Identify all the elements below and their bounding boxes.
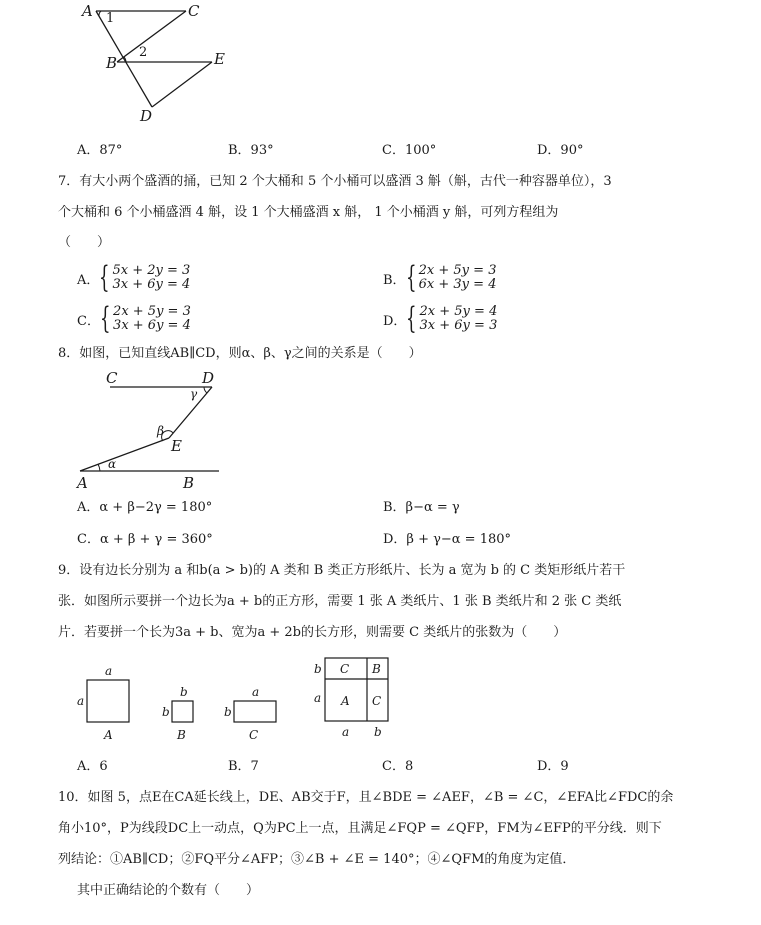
q8-angle-gamma-arc (204, 387, 207, 393)
q8-option-c[interactable]: C．α + β + γ = 360° (77, 532, 213, 547)
q9-option-b[interactable]: B．7 (228, 759, 259, 774)
q7-option-c-eq1: 2x + 5y = 3 (113, 304, 191, 319)
q8-line-ea (80, 438, 169, 471)
q7-option-b-eq2: 6x + 3y = 4 (418, 277, 497, 292)
q7-option-d-letter: D． (383, 313, 407, 329)
q6-label-a: A (82, 2, 93, 20)
q9-composite-left-bottom-label: a (314, 691, 322, 705)
q10-stem-line1: 10．如图 5，点E在CA延长线上，DE、AB交于F，且∠BDE = ∠AEF，∠B = ∠C，∠EFA比∠FDC的余 (58, 790, 674, 805)
q9-square-a-top-label: a (105, 664, 113, 678)
q6-label-b: B (106, 54, 118, 72)
q9-square-b-left-label: b (162, 705, 170, 719)
q7-option-c-eq2: 3x + 6y = 4 (113, 318, 191, 333)
q7-option-b-eq1: 2x + 5y = 3 (418, 263, 497, 278)
q8-label-c: C (106, 369, 118, 387)
q9-rect-c-left-label: b (224, 705, 232, 719)
q7-option-a-eq1: 5x + 2y = 3 (112, 263, 191, 278)
q8-figure (0, 365, 761, 495)
q9-square-b-top-label: b (180, 685, 188, 699)
q7-option-c-brace: { (99, 301, 111, 336)
q10-stem-line2: 角小10°，P为线段DC上一动点，Q为PC上一点，且满足∠FQP = ∠QFP，FM为∠EFP的平分线．则下 (58, 821, 662, 836)
q8-label-a: A (77, 474, 88, 492)
q9-stem-line3: 片．若要拼一个长为3a + b、宽为a + 2b的长方形，则需要 C 类纸片的张数为（ ） (58, 625, 567, 640)
q8-option-a[interactable]: A．α + β−2γ = 180° (77, 500, 213, 515)
q7-option-d-brace: { (406, 301, 417, 336)
q9-composite-cell-top-left: C (340, 662, 350, 676)
q9-square-a-name: A (104, 728, 113, 742)
q7-option-b-brace: { (405, 260, 417, 295)
q7-option-b-letter: B． (383, 272, 406, 288)
q8-label-alpha: α (108, 457, 117, 471)
q7-option-a[interactable] (77, 260, 191, 295)
q9-stem-line1: 9．设有边长分别为 a 和b(a > b)的 A 类和 B 类正方形纸片、长为 a 宽为 b 的 C 类矩形纸片若干 (58, 563, 626, 578)
q6-angle-1-arc (99, 11, 101, 16)
q8-option-d[interactable]: D．β + γ−α = 180° (383, 532, 512, 547)
q7-option-d-eq2: 3x + 6y = 3 (419, 318, 498, 333)
q7-option-d[interactable] (383, 301, 498, 336)
q6-label-d: D (140, 107, 153, 125)
q7-option-a-eq2: 3x + 6y = 4 (112, 277, 191, 292)
q7-option-c-letter: C． (77, 313, 100, 329)
q6-option-b[interactable]: B．93° (228, 143, 274, 158)
q8-label-gamma: γ (190, 387, 198, 401)
q8-angle-alpha-arc (98, 464, 100, 471)
q7-stem-line2: 个大桶和 6 个小桶盛酒 4 斛，设 1 个大桶盛酒 x 斛， 1 个小桶酒 y 斛，可列方程组为 (58, 205, 559, 220)
q8-label-b: B (183, 474, 195, 492)
q10-stem-line4: 其中正确结论的个数有（ ） (77, 883, 260, 898)
q8-label-beta: β (157, 424, 164, 438)
q7-option-a-brace: { (99, 260, 110, 295)
q9-option-c[interactable]: C．8 (382, 759, 414, 774)
q6-option-c[interactable]: C．100° (382, 143, 437, 158)
q9-composite-left-top-label: b (314, 662, 322, 676)
q9-rect-c-name: C (249, 728, 259, 742)
q9-option-d[interactable]: D．9 (537, 759, 569, 774)
q7-stem-line1: 7．有大小两个盛酒的捅，已知 2 个大桶和 5 个小桶可以盛酒 3 斛（斛，古代一种容器单位），3 (58, 174, 612, 189)
q6-option-a[interactable]: A．87° (77, 143, 123, 158)
q6-label-c: C (188, 2, 200, 20)
q9-composite-cell-bottom-right: C (372, 694, 382, 708)
q9-figure (0, 655, 761, 755)
q7-option-d-eq1: 2x + 5y = 4 (419, 304, 498, 319)
q7-option-b[interactable] (383, 260, 497, 295)
q9-composite-cell-bottom-left: A (341, 694, 350, 708)
q8-label-d: D (202, 369, 215, 387)
q6-line-cb (117, 11, 186, 62)
q7-option-c[interactable] (77, 301, 191, 336)
q6-label-angle-1: 1 (106, 11, 115, 26)
q7-option-a-letter: A． (77, 272, 100, 288)
q9-composite-bottom-left-label: a (342, 725, 350, 739)
q9-square-a-left-label: a (77, 694, 85, 708)
q9-square-b (172, 701, 193, 722)
q8-label-e: E (171, 437, 182, 455)
q9-stem-line2: 张．如图所示要拼一个边长为a + b的正方形，需要 1 张 A 类纸片、1 张 B 类纸片和 2 张 C 类纸 (58, 594, 622, 609)
q9-composite-bottom-right-label: b (374, 725, 382, 739)
q6-label-e: E (214, 50, 225, 68)
q9-square-b-name: B (177, 728, 186, 742)
q9-rect-c-top-label: a (252, 685, 260, 699)
q6-figure (0, 0, 761, 140)
q6-line-ed (152, 62, 212, 107)
q6-label-angle-2: 2 (139, 45, 148, 60)
q10-stem-line3: 列结论：①AB∥CD；②FQ平分∠AFP；③∠B + ∠E = 140°；④∠QFM的角度为定值． (58, 852, 576, 867)
q8-option-b[interactable]: B．β−α = γ (383, 500, 460, 515)
q7-stem-line3: （ ） (58, 235, 111, 250)
q9-rect-c (234, 701, 276, 722)
q8-stem: 8．如图，已知直线AB∥CD，则α、β、γ之间的关系是（ ） (58, 346, 422, 361)
q9-composite-cell-top-right: B (372, 662, 381, 676)
q9-option-a[interactable]: A．6 (77, 759, 108, 774)
q6-option-d[interactable]: D．90° (537, 143, 584, 158)
q9-square-a (87, 680, 129, 722)
